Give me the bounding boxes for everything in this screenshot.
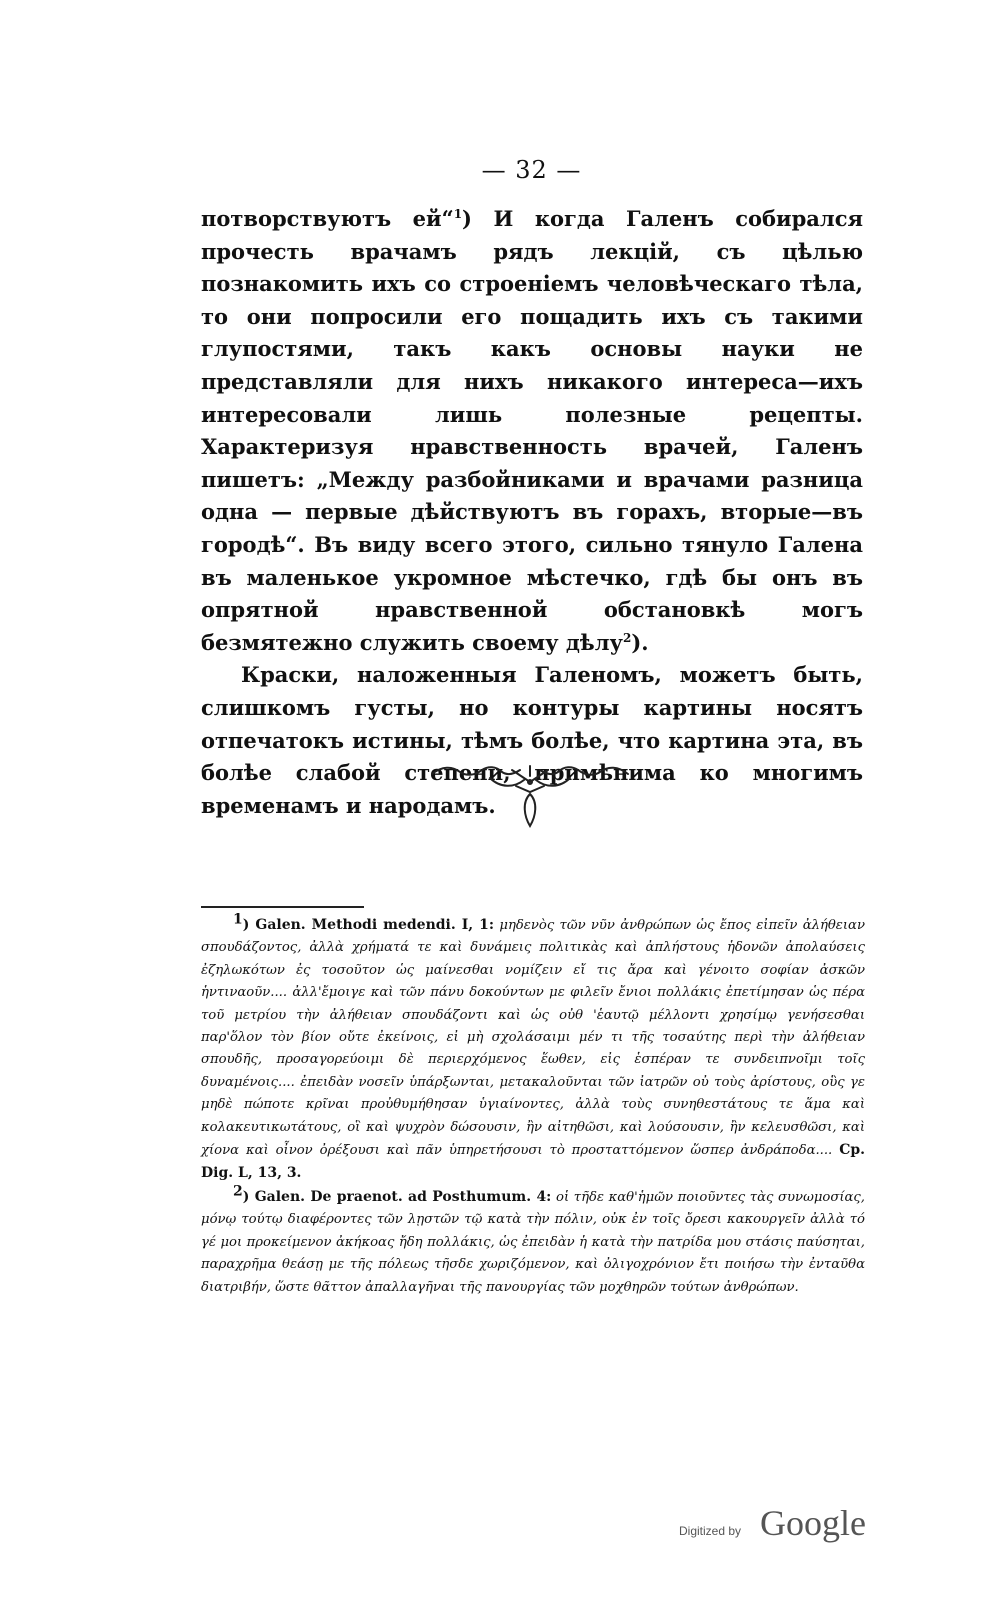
paragraph-2: Краски, наложенныя Галеномъ, можетъ быть, слишкомъ густы, но контуры картины носятъ отпечатокъ истины, тѣмъ болѣе, что картина эта, въ болѣе слабой степени, примѣнима ко многимъ временамъ и народамъ. — [201, 662, 863, 818]
footnote-2 — [201, 1183, 865, 1299]
footnote-1-greek: μηδενὸς τῶν νῦν ἀνθρώπων ὡς ἔπος εἰπεῖν ἀλήθειαν σπουδάζοντος, ἀλλὰ χρήματά τε καὶ δυνάμεις πολιτικὰς καὶ ἀπλήστους ἡδονῶν ἀπολαύσεις ἐζηλωκότων ἐς τοσοῦτον ὡς μαίνεσθαι νομίζειν εἴ τις ἄρα καὶ γένοιτο σοφίαν ἀσκῶν ἡντιναοῦν.... ἀλλ'ἔμοιγε καὶ τῶν πάνυ δοκούντων με φιλεῖν ἔνιοι πολλάκις ἐπετίμησαν ὡς πέρα τοῦ μετρίου τὴν ἀλήθειαν σπουδάζοντι καὶ ὡς οὐθ 'ἑαυτῷ μέλλοντι χρησίμῳ γενήσεσθαι παρ'ὅλον τὸν βίον οὔτε ἐκείνοις, εἰ μὴ σχολάσαιμι μέν τι τῆς τοσαύτης περὶ τὴν ἀλήθειαν σπουδῆς, προσαγορεύοιμι δὲ περιερχόμενος ἕωθεν, εἰς ἑσπέραν τε συνδειπνοῖμι τοῖς δυναμένοις.... ἐπειδὰν νοσεῖν ὑπάρξωνται, μετακαλοῦνται τῶν ἰατρῶν οὐ τοὺς ἀρίστους, οὓς γε μηδὲ πώποτε κρῖναι προὐθυμήθησαν ὑγιαίνοντες, ἀλλὰ τοὺς συνηθεστάτους τε ἅμα καὶ κολακευτικωτάτους, οἳ καὶ ψυχρὸν δώσουσιν, ἢν αἰτηθῶσι, καὶ λούσουσιν, ἢν κελευσθῶσι, καὶ χίονα καὶ οἶνον ὀρέξουσι καὶ πᾶν ὑπηρετήσουσι τὸ προσταττόμενον ὥσπερ ἀνδράποδα.... — [201, 918, 865, 1159]
footnote-marker-2: 2 — [622, 630, 632, 645]
footnote-1 — [201, 911, 865, 1186]
digitized-watermark — [679, 1502, 889, 1542]
p1-tail: ). — [631, 629, 649, 655]
footnotes — [201, 911, 865, 1299]
footnote-1-marker: 1 — [233, 911, 243, 928]
footnote-2-marker: 2 — [233, 1183, 243, 1200]
p1-lead: потворствуютъ ей“ — [201, 206, 454, 231]
paragraph-1 — [201, 203, 863, 659]
footnote-marker-1: 1 — [453, 207, 463, 221]
footnote-1-citation: Cp. Dig. L, 13, 3. — [201, 1142, 865, 1182]
page-number: — 32 — — [481, 156, 582, 184]
main-text — [201, 203, 863, 822]
footnote-1-reference: ) Galen. Methodi medendi. I, 1: — [242, 917, 495, 933]
footnote-2-greek: οἱ τῆδε καθ'ἡμῶν ποιοῦντες τὰς συνωμοσίας, μόνῳ τούτῳ διαφέροντες τῶν λῃστῶν τῷ κατὰ τὴν πόλιν, οὐκ ἐν τοῖς ὄρεσι κακουργεῖν ἀλλὰ τό γέ μοι προκείμενον ἀκήκοας ἤδη πολλάκις, ὡς ἐπειδὰν ἡ κατὰ τὴν πατρίδα μου στάσις παύσηται, παραχρῆμα θεάσῃ με τῆς πόλεως τῆσδε χωριζόμενον, καὶ ὀλιγοχρόνιον ἔτι ποιήσω τὴν ἐνταῦθα διατριβήν, ὥστε θᾶττον ἀπαλλαγῆναι τῆς πανουργίας τῶν μοχθηρῶν τούτων ἀνθρώπων. — [201, 1189, 865, 1295]
digitized-by-label: Digitized by — [679, 1524, 742, 1538]
ornament-flourish — [430, 760, 630, 830]
p1-mid: ) И когда Галенъ собирался прочесть врачамъ рядъ лекцій, съ цѣлью познакомить ихъ со строеніемъ человѣческаго тѣла, то они попросили его пощадить ихъ съ такими глупостями, такъ какъ основы науки не представляли для нихъ никакого интереса—ихъ интересовали лишь полезные рецепты. Характеризуя нравственность врачей, Галенъ пишетъ: „Между разбойниками и врачами разница одна — первые дѣйствуютъ въ горахъ, вторые—въ городѣ“. Въ виду всего этого, сильно тянуло Галена въ маленькое укромное мѣстечко, гдѣ бы онъ въ опрятной нравственной обстановкѣ могъ безмятежно служить своему дѣлу — [201, 206, 863, 655]
google-logo: Google — [760, 1503, 866, 1543]
footnote-rule — [201, 906, 364, 908]
footnote-2-reference: ) Galen. De praenot. ad Posthumum. 4: — [242, 1188, 552, 1205]
